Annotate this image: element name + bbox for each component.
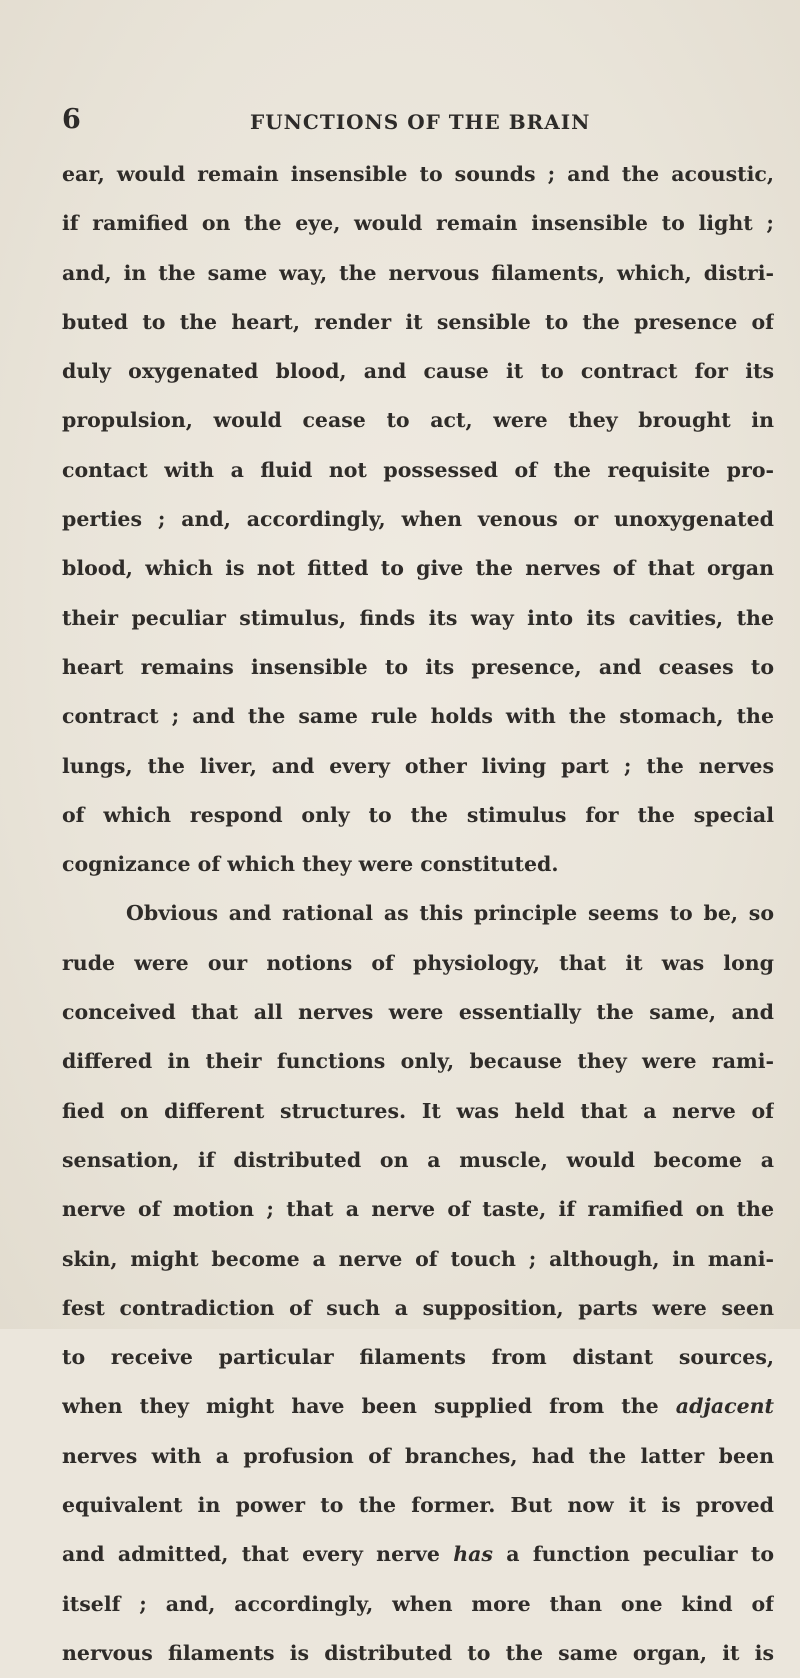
text-line: of which respond only to the stimulus for the special bbox=[62, 802, 774, 827]
text-line: duly oxygenated blood, and cause it to contract for its bbox=[62, 359, 774, 384]
page-header bbox=[62, 105, 762, 145]
text-line: sensation, if distributed on a muscle, would become a bbox=[62, 1147, 774, 1172]
text-line: buted to the heart, render it sensible to the presence of bbox=[62, 309, 774, 334]
text-line: lungs, the liver, and every other living part ; the nerves bbox=[62, 753, 774, 778]
text-line: fied on different structures. It was held that a nerve of bbox=[62, 1098, 774, 1123]
text-line: their peculiar stimulus, finds its way into its cavities, the bbox=[62, 605, 774, 630]
paragraph-end-line: cognizance of which they were constituted. bbox=[62, 852, 559, 877]
text-line: nervous filaments is distributed to the same organ, it is bbox=[62, 1640, 774, 1665]
text-line: contact with a fluid not possessed of the requisite pro- bbox=[62, 457, 774, 482]
text-line: perties ; and, accordingly, when venous or unoxygenated bbox=[62, 507, 774, 532]
text-line: differed in their functions only, because they were rami- bbox=[62, 1049, 774, 1074]
page-number: 6 bbox=[62, 104, 81, 135]
text-line-italic bbox=[62, 1382, 774, 1431]
text-fragment: when they might have been supplied from the bbox=[62, 1394, 676, 1419]
text-fragment: and admitted, that every nerve bbox=[62, 1542, 454, 1567]
text-line: conceived that all nerves were essentially the same, and bbox=[62, 1000, 774, 1025]
text-line: skin, might become a nerve of touch ; although, in mani- bbox=[62, 1246, 774, 1271]
text-line: if ramified on the eye, would remain insensible to light ; bbox=[62, 211, 774, 236]
text-line: itself ; and, accordingly, when more than one kind of bbox=[62, 1591, 774, 1616]
text-line: heart remains insensible to its presence, and ceases to bbox=[62, 654, 774, 679]
running-title: FUNCTIONS OF THE BRAIN bbox=[250, 110, 591, 134]
text-fragment: a function peculiar to bbox=[492, 1542, 774, 1567]
text-line: and, in the same way, the nervous filaments, which, distri- bbox=[62, 260, 774, 285]
text-line: to receive particular filaments from distant sources, bbox=[62, 1345, 774, 1370]
text-line: blood, which is not fitted to give the nerves of that organ bbox=[62, 556, 774, 581]
body-text bbox=[62, 150, 774, 1678]
paragraph-start-line: Obvious and rational as this principle seems to be, so bbox=[126, 901, 774, 926]
italic-word: adjacent bbox=[675, 1394, 774, 1419]
text-line: contract ; and the same rule holds with the stomach, the bbox=[62, 704, 774, 729]
text-line-italic bbox=[62, 1530, 774, 1579]
text-line: propulsion, would cease to act, were they brought in bbox=[62, 408, 774, 433]
text-line: nerves with a profusion of branches, had the latter been bbox=[62, 1443, 774, 1468]
text-line: nerve of motion ; that a nerve of taste, if ramified on the bbox=[62, 1197, 774, 1222]
text-line: ear, would remain insensible to sounds ; and the acoustic, bbox=[62, 162, 774, 186]
text-line: fest contradiction of such a supposition, parts were seen bbox=[62, 1295, 774, 1320]
text-line: equivalent in power to the former. But now it is proved bbox=[62, 1493, 774, 1518]
italic-word: has bbox=[453, 1542, 493, 1567]
text-line: rude were our notions of physiology, that it was long bbox=[62, 950, 774, 975]
